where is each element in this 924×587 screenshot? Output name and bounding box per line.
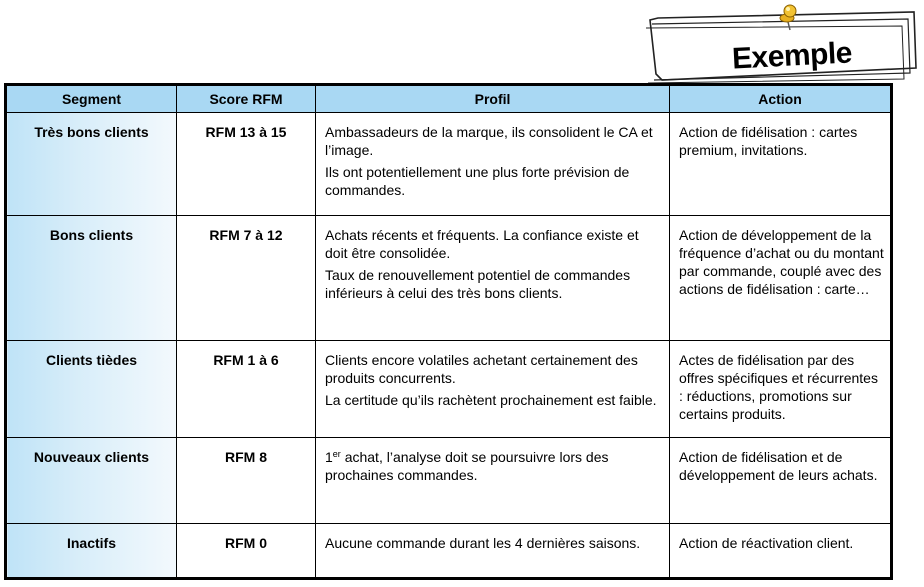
table-row bbox=[7, 216, 891, 341]
profil-cell bbox=[316, 113, 670, 216]
profil-text: Ambassadeurs de la marque, ils consolident le CA et l’image. bbox=[325, 124, 653, 158]
profil-text: Ils ont potentiellement une plus forte prévision de commandes. bbox=[325, 164, 630, 198]
header-action: Action bbox=[670, 86, 891, 113]
segment-cell: Inactifs bbox=[7, 524, 177, 578]
table-row bbox=[7, 524, 891, 578]
profil-cell bbox=[316, 524, 670, 578]
action-cell: Action de développement de la fréquence d’achat ou du montant par commande, couplé avec des actions de fidélisation : carte… bbox=[670, 216, 891, 341]
rfm-table bbox=[4, 83, 893, 580]
segment-cell: Bons clients bbox=[7, 216, 177, 341]
profil-cell bbox=[316, 438, 670, 524]
score-cell: RFM 8 bbox=[177, 438, 316, 524]
segment-cell: Clients tièdes bbox=[7, 341, 177, 438]
score-cell: RFM 1 à 6 bbox=[177, 341, 316, 438]
table-header-row bbox=[7, 86, 891, 113]
table-row bbox=[7, 341, 891, 438]
profil-cell bbox=[316, 216, 670, 341]
header-score: Score RFM bbox=[177, 86, 316, 113]
pushpin-icon bbox=[774, 2, 804, 32]
header-profil: Profil bbox=[316, 86, 670, 113]
profil-cell bbox=[316, 341, 670, 438]
score-cell: RFM 13 à 15 bbox=[177, 113, 316, 216]
profil-text: Achats récents et fréquents. La confiance existe et doit être consolidée. bbox=[325, 227, 639, 261]
banner-label: Exemple bbox=[731, 36, 853, 76]
exemple-banner bbox=[644, 10, 920, 84]
action-cell: Action de fidélisation et de développement de leurs achats. bbox=[670, 438, 891, 524]
score-cell: RFM 7 à 12 bbox=[177, 216, 316, 341]
segment-cell: Nouveaux clients bbox=[7, 438, 177, 524]
profil-text: La certitude qu’ils rachètent prochainement est faible. bbox=[325, 392, 657, 408]
profil-text: Aucune commande durant les 4 dernières saisons. bbox=[325, 535, 641, 551]
action-cell: Actes de fidélisation par des offres spécifiques et récurrentes : réductions, promotions sur certains produits. bbox=[670, 341, 891, 438]
header-segment: Segment bbox=[7, 86, 177, 113]
profil-text: 1er achat, l’analyse doit se poursuivre lors des prochaines commandes. bbox=[325, 449, 609, 483]
action-cell: Action de fidélisation : cartes premium, invitations. bbox=[670, 113, 891, 216]
table-row bbox=[7, 113, 891, 216]
profil-text: Clients encore volatiles achetant certainement des produits concurrents. bbox=[325, 352, 638, 386]
action-cell: Action de réactivation client. bbox=[670, 524, 891, 578]
score-cell: RFM 0 bbox=[177, 524, 316, 578]
table-row bbox=[7, 438, 891, 524]
segment-cell: Très bons clients bbox=[7, 113, 177, 216]
profil-text: Taux de renouvellement potentiel de commandes inférieurs à celui des très bons clients. bbox=[325, 267, 631, 301]
